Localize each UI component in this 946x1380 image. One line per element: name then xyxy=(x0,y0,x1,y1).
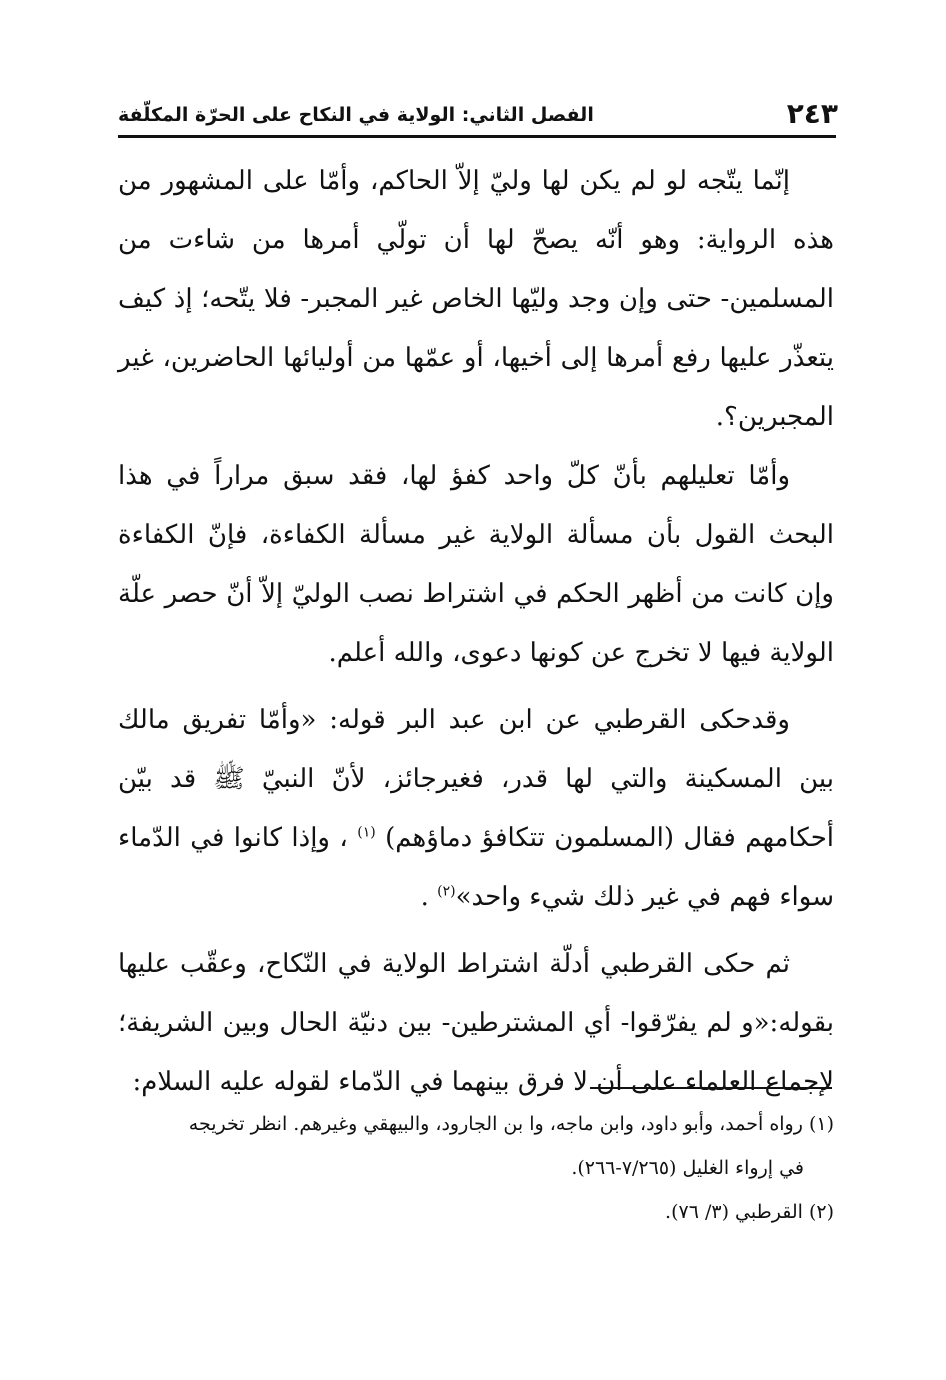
paragraph-2: وأمّا تعليلهم بأنّ كلّ واحد كفؤ لها، فقد سبق مراراً في هذا البحث القول بأن مسألة الولاية غير مسألة الكفاءة، فإنّ الكفاءة وإن كانت من أظهر الحكم في اشتراط نصب الوليّ إلاّ أنّ حصر علّة الولاية فيها لا تخرج عن كونها دعوى، والله أعلم. xyxy=(118,461,834,668)
footnotes xyxy=(118,1102,834,1234)
paragraph-3-text-a: وقدحكى القرطبي عن ابن عبد البر قوله: «وأمّا تفريق مالك بين المسكينة والتي لها قدر، فغيرجائز، لأنّ النبيّ ﷺ قد بيّن أحكامهم فقال (المسلمون تتكافؤ دماؤهم) xyxy=(118,705,834,853)
footnote-ref-2[interactable]: (٢) xyxy=(437,883,456,900)
page-number: ٢٤٣ xyxy=(786,97,838,130)
paragraph-4: ثم حكى القرطبي أدلّة اشتراط الولاية في النّكاح، وعقّب عليها بقوله:«و لم يفرّقوا- أي المشترطين- بين دنيّة الحال وبين الشريفة؛ لإجماع العلماء على أن لا فرق بينهما في الدّماء لقوله عليه السلام: xyxy=(118,949,834,1097)
header-rule xyxy=(118,135,836,138)
paragraph-3 xyxy=(118,691,834,927)
paragraph-3-text-b: ، وإذا كانوا في الدّماء سواء فهم في غير ذلك شيء واحد» xyxy=(118,823,834,912)
footnote-separator xyxy=(590,1087,832,1089)
footnote-ref-1[interactable]: (١) xyxy=(357,824,376,841)
footnote-1-line-1: (١) رواه أحمد، وأبو داود، وابن ماجه، وا بن الجارود، والبيهقي وغيرهم. انظر تخريجه xyxy=(188,1113,834,1135)
paragraph-1: إنّما يتّجه لو لم يكن لها وليّ إلاّ الحاكم، وأمّا على المشهور من هذه الرواية: وهو أنّه يصحّ لها أن تولّي أمرها من شاءت من المسلمين- حتى وإن وجد وليّها الخاص غير المجبر- فلا يتّحه؛ إذ كيف يتعذّر عليها رفع أمرها إلى أخيها، أو عمّها من أوليائها الحاضرين، غير المجبرين؟. xyxy=(118,166,834,432)
running-title: الفصل الثاني: الولاية في النكاح على الحرّة المكلّفة xyxy=(118,104,594,126)
footnote-2: (٢) القرطبي (٣/ ٧٦). xyxy=(665,1201,834,1223)
footnote-1-line-2: في إرواء الغليل (٧/٢٦٥-٢٦٦). xyxy=(571,1157,804,1179)
running-header xyxy=(118,96,838,136)
main-text xyxy=(118,152,834,1112)
paragraph-3-text-c: . xyxy=(420,882,429,912)
